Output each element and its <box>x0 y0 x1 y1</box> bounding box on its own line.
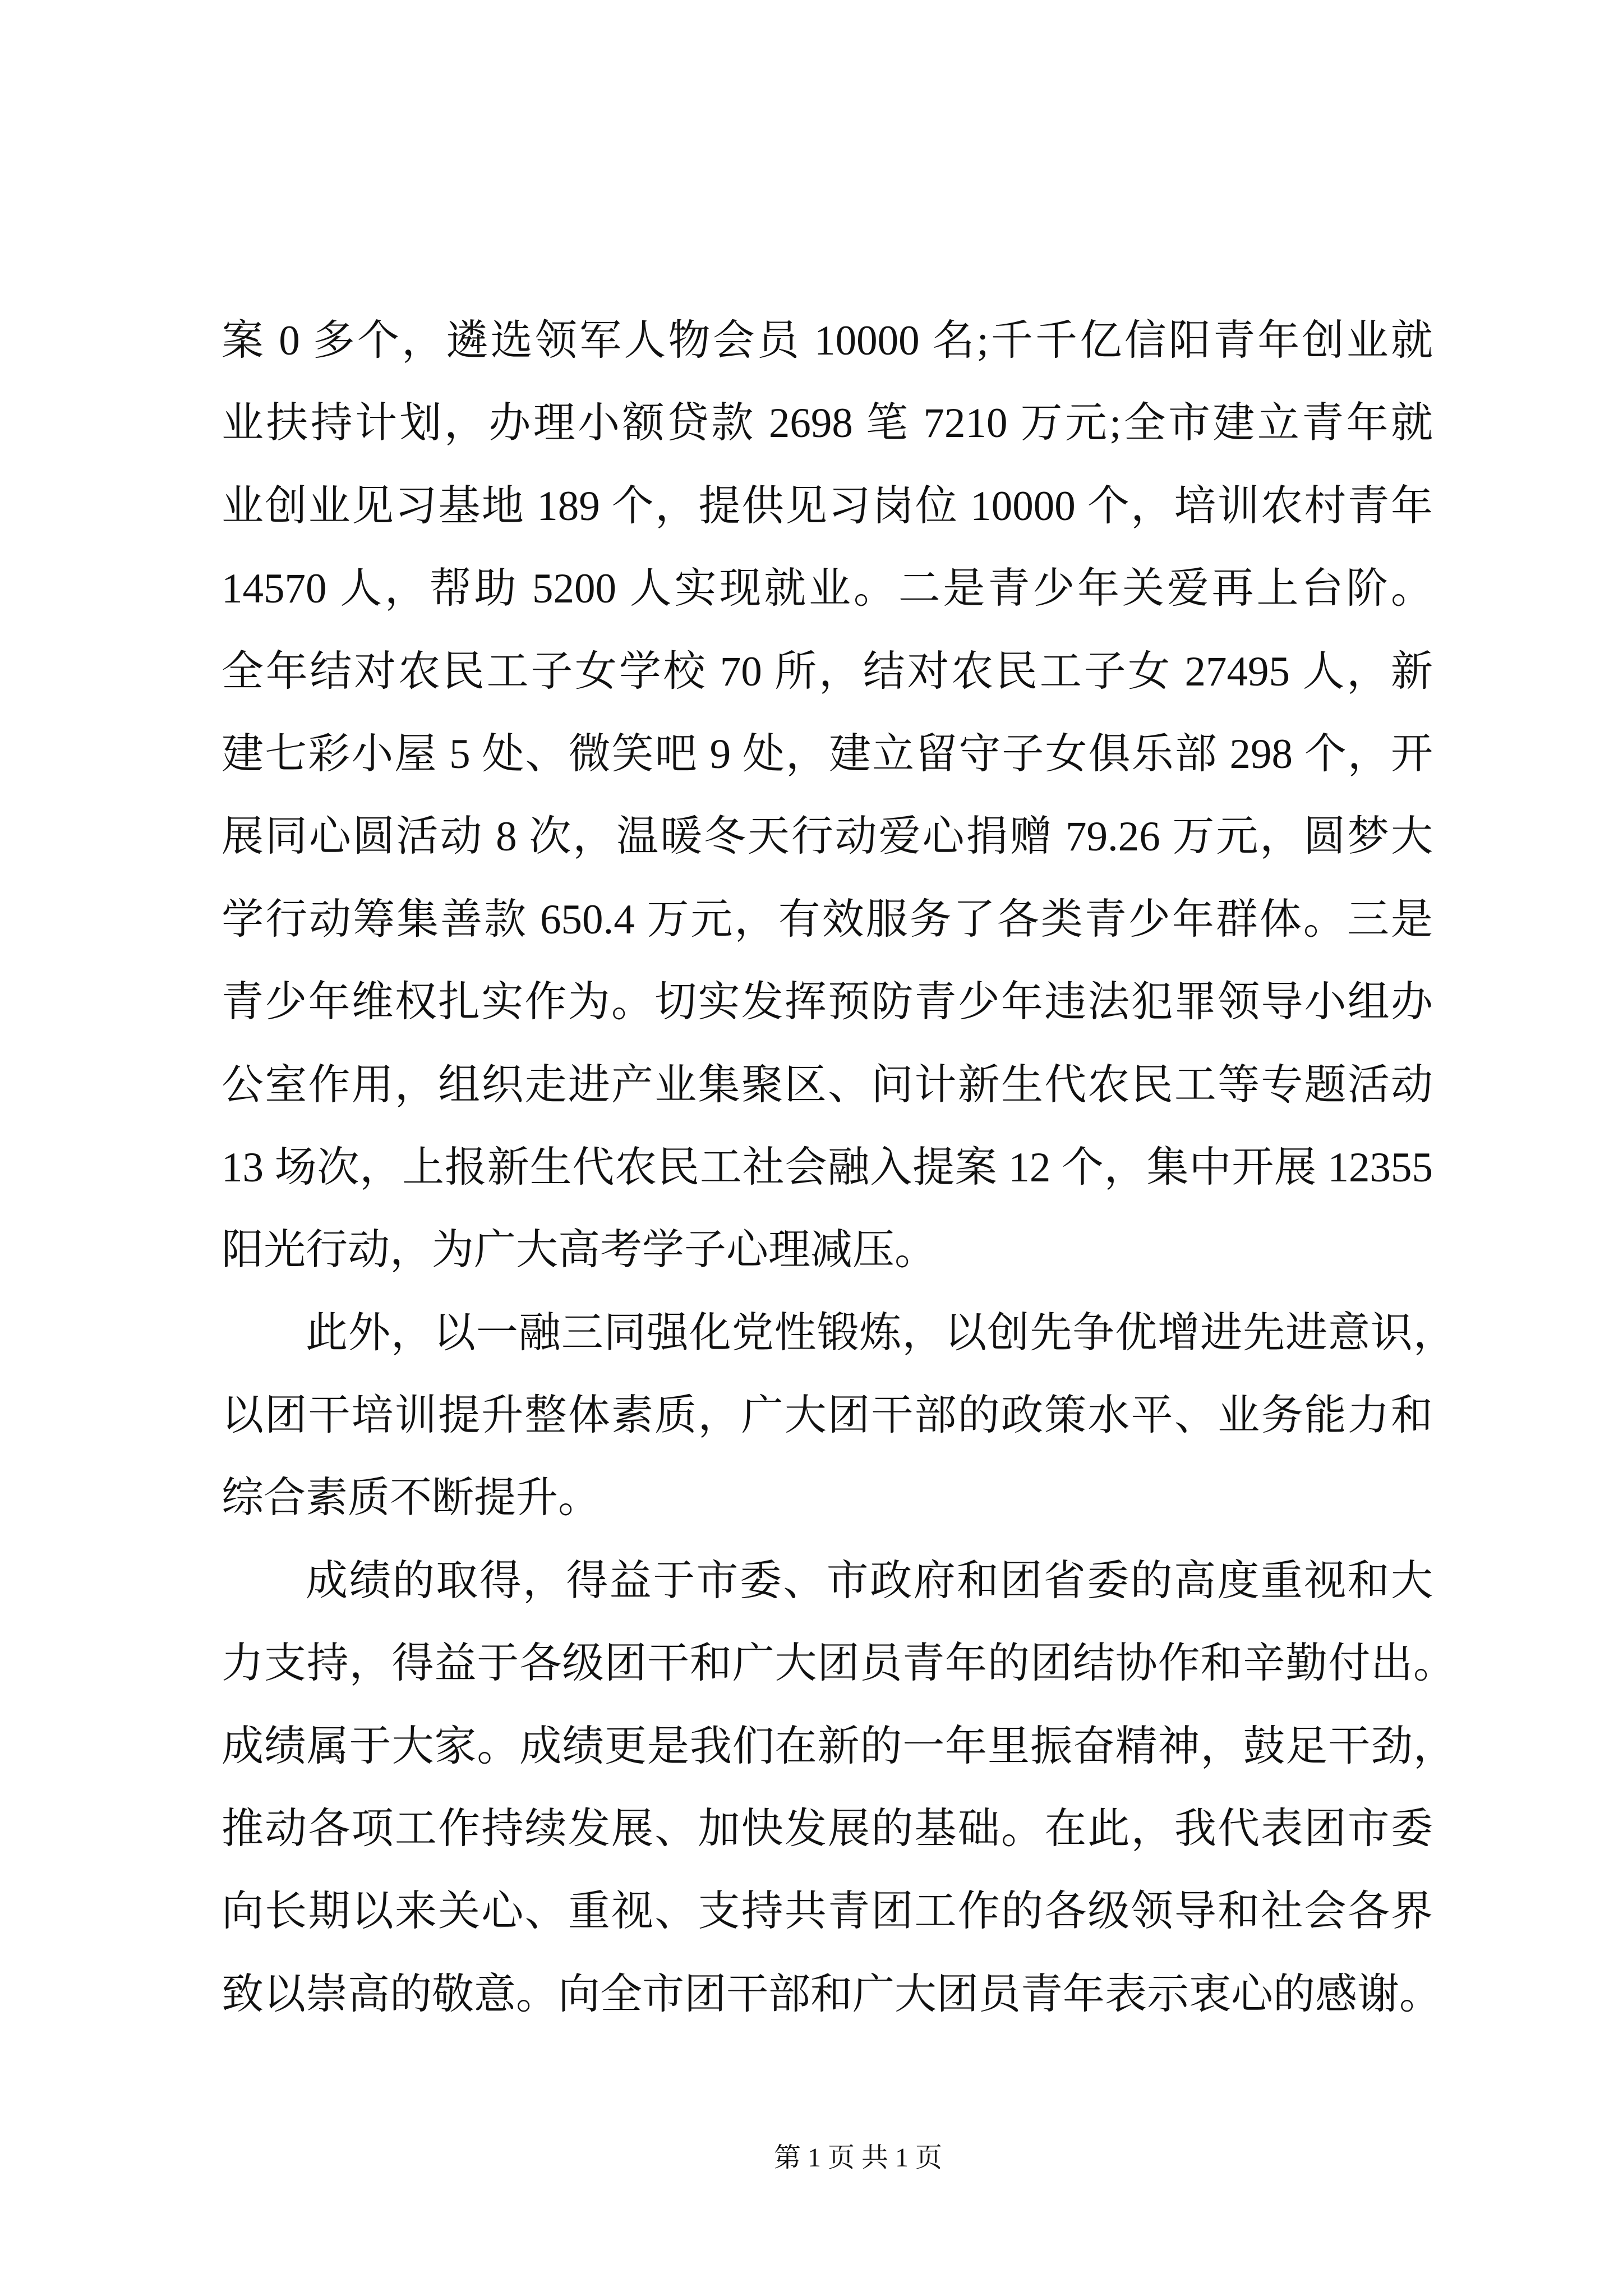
body-line: 此外，以一融三同强化党性锻炼，以创先争优增进先进意识， <box>306 1309 1455 1356</box>
body-line: 综合素质不断提升。 <box>222 1475 601 1522</box>
body-line: 建七彩小屋 5 处、微笑吧 9 处，建立留守子女俱乐部 298 个，开 <box>222 730 1433 777</box>
body-line: 成绩属于大家。成绩更是我们在新的一年里振奋精神，鼓足干劲， <box>222 1723 1455 1770</box>
body-line: 致以崇高的敬意。向全市团干部和广大团员青年表示衷心的感谢。 <box>222 1971 1442 2018</box>
body-line: 成绩的取得，得益于市委、市政府和团省委的高度重视和大 <box>306 1557 1433 1604</box>
body-line: 学行动筹集善款 650.4 万元，有效服务了各类青少年群体。三是 <box>222 896 1433 943</box>
document-body <box>222 300 1455 2036</box>
paragraph <box>222 1540 1455 2036</box>
page-footer: 第 1 页 共 1 页 <box>773 2143 942 2173</box>
body-line: 以团干培训提升整体素质，广大团干部的政策水平、业务能力和 <box>222 1392 1433 1439</box>
paragraph <box>222 300 1455 1292</box>
body-line: 展同心圆活动 8 次，温暖冬天行动爱心捐赠 79.26 万元，圆梦大 <box>222 813 1433 861</box>
body-line: 公室作用，组织走进产业集聚区、问计新生代农民工等专题活动 <box>222 1061 1433 1108</box>
body-line: 全年结对农民工子女学校 70 所，结对农民工子女 27495 人，新 <box>222 648 1433 695</box>
paragraph <box>222 1292 1455 1540</box>
body-line: 青少年维权扎实作为。切实发挥预防青少年违法犯罪领导小组办 <box>222 979 1433 1026</box>
body-line: 业创业见习基地 189 个，提供见习岗位 10000 个，培训农村青年 <box>222 482 1433 530</box>
body-line: 14570 人，帮助 5200 人实现就业。二是青少年关爱再上台阶。 <box>222 565 1433 613</box>
body-line: 力支持，得益于各级团干和广大团员青年的团结协作和辛勤付出。 <box>222 1640 1455 1687</box>
body-line: 13 场次，上报新生代农民工社会融入提案 12 个，集中开展 12355 <box>222 1144 1433 1191</box>
body-line: 阳光行动，为广大高考学子心理减压。 <box>222 1227 937 1274</box>
body-line: 向长期以来关心、重视、支持共青团工作的各级领导和社会各界 <box>222 1888 1433 1935</box>
body-line: 案 0 多个，遴选领军人物会员 10000 名;千千亿信阳青年创业就 <box>222 318 1433 364</box>
body-line: 推动各项工作持续发展、加快发展的基础。在此，我代表团市委 <box>222 1806 1433 1853</box>
body-line: 业扶持计划，办理小额贷款 2698 笔 7210 万元;全市建立青年就 <box>222 400 1433 447</box>
